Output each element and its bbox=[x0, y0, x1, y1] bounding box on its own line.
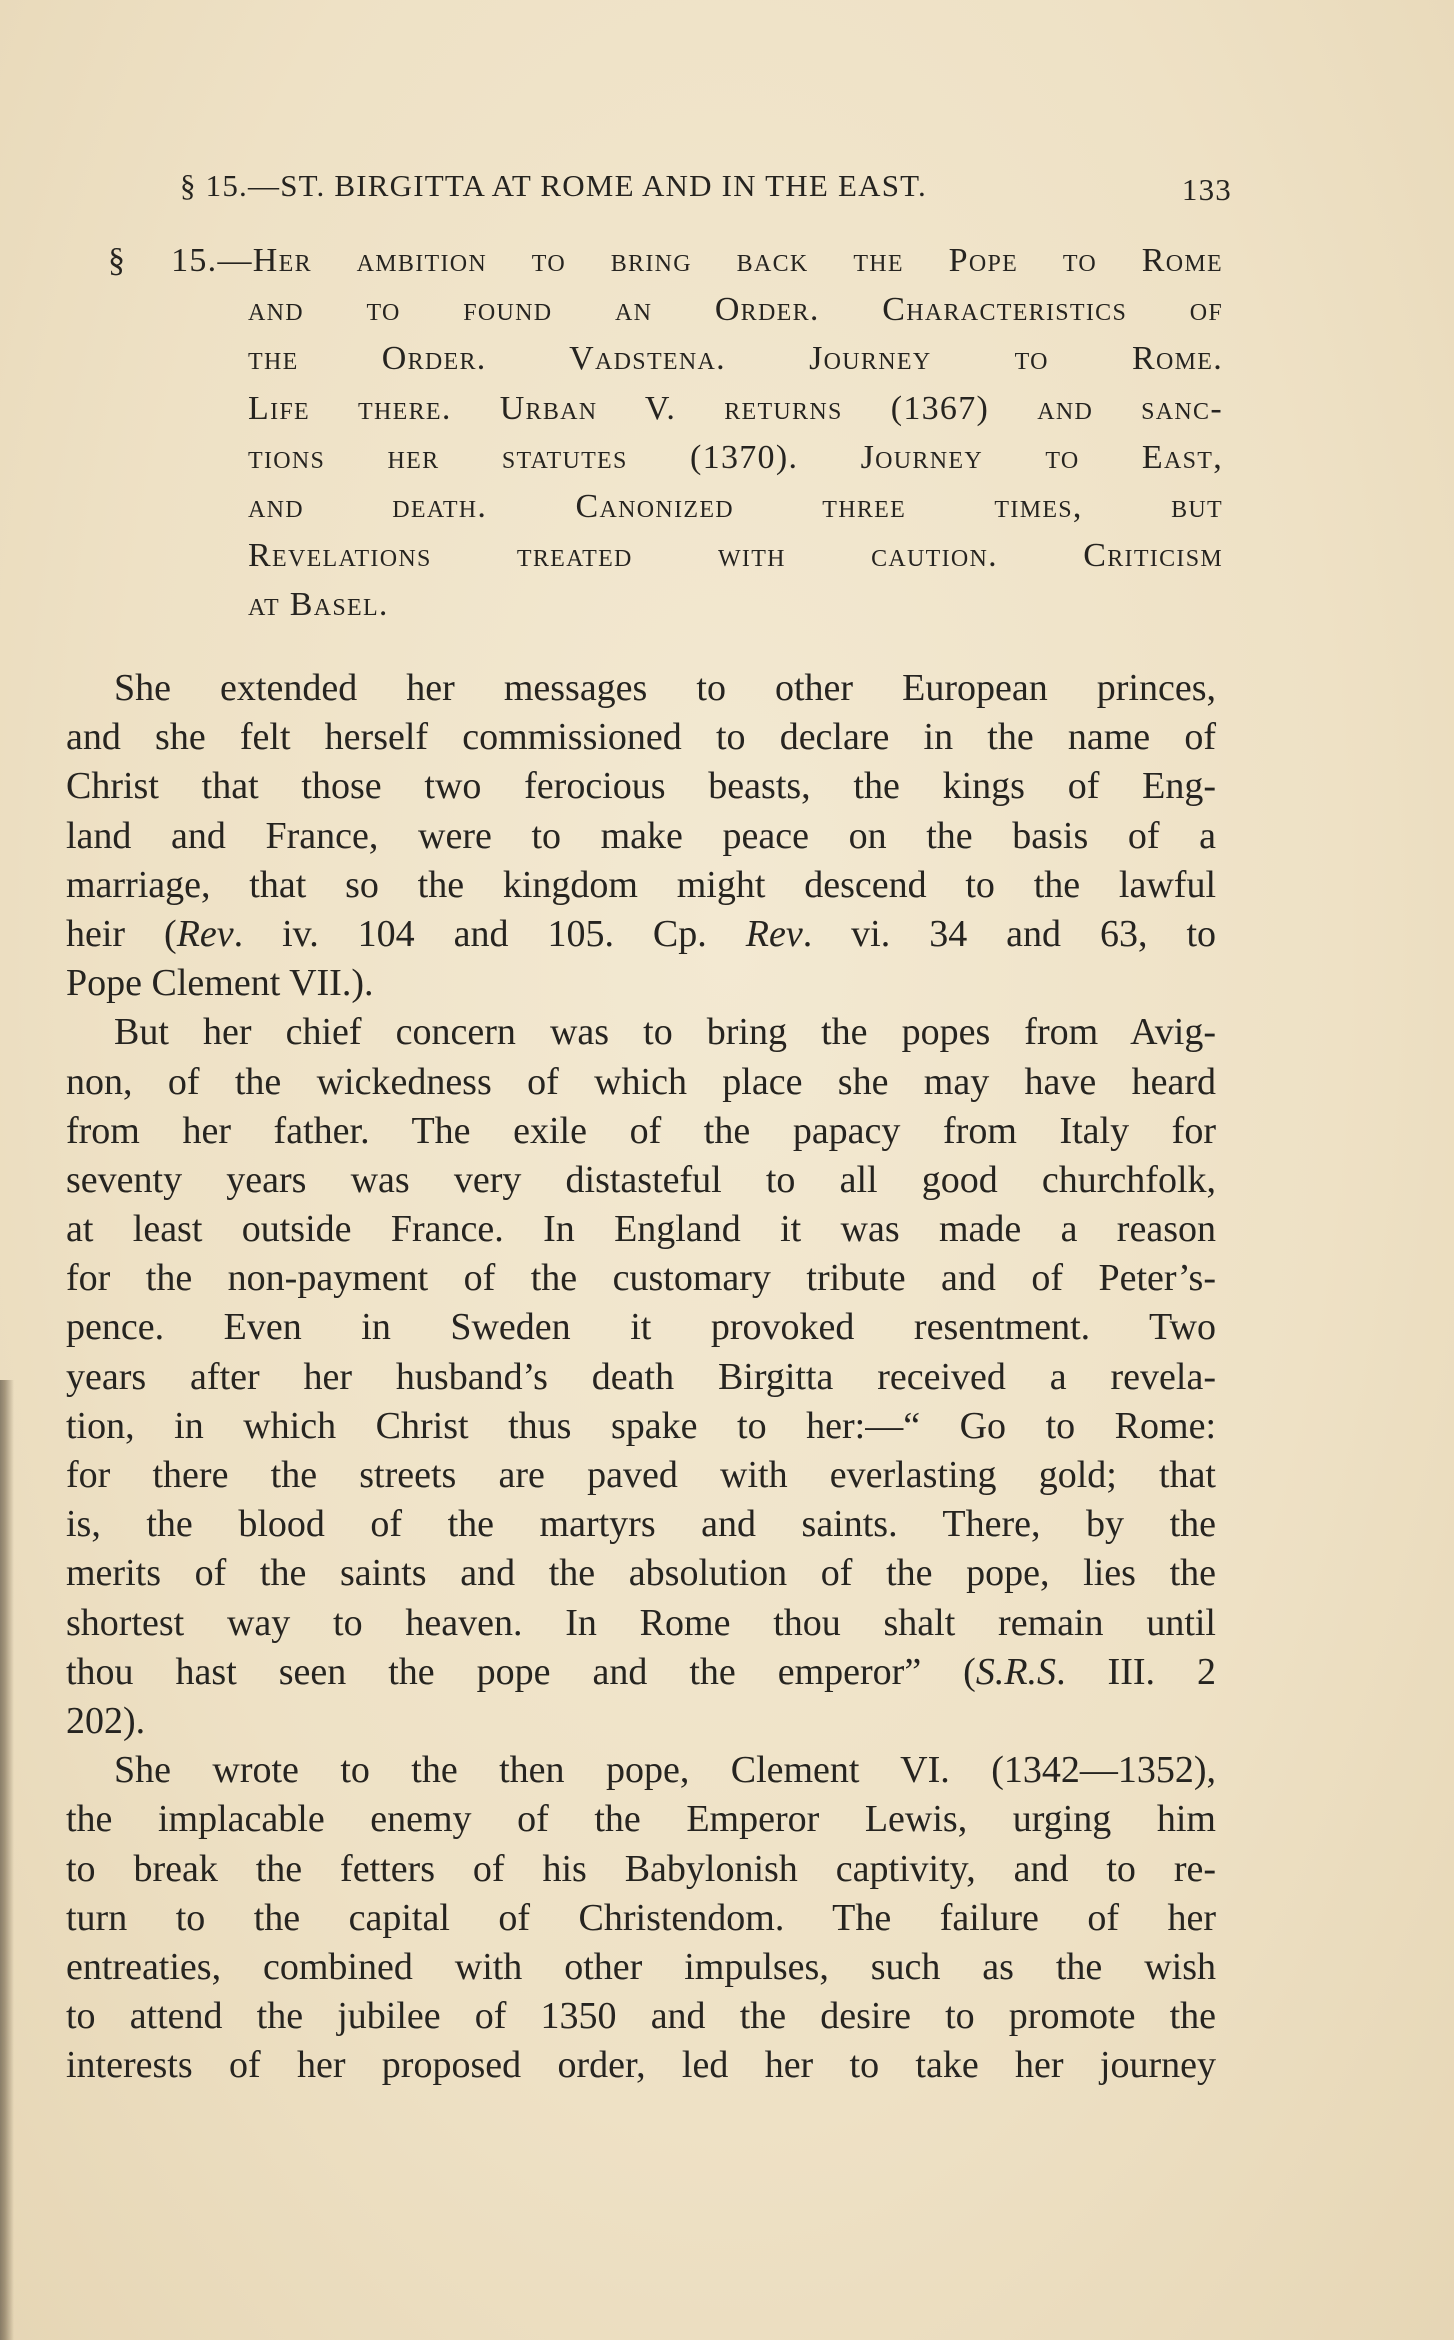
paragraph-line: seventy years was very distasteful to all good churchfolk, bbox=[66, 1158, 1216, 1201]
body-text bbox=[66, 664, 1216, 2090]
paragraph-line: for there the streets are paved with everlasting gold; that bbox=[66, 1454, 1216, 1496]
summary-line: and death. Canonized three times, but bbox=[248, 487, 1223, 525]
paragraph-line: She wrote to the then pope, Clement VI. (1342—1352), bbox=[114, 1749, 1216, 1792]
citation-italic: Rev bbox=[176, 912, 234, 955]
paragraph-line: But her chief concern was to bring the popes from Avig- bbox=[114, 1011, 1216, 1054]
paragraph-line: pence. Even in Sweden it provoked resentment. Two bbox=[66, 1306, 1216, 1349]
text-run: . vi. 34 and 63, to bbox=[802, 912, 1217, 955]
citation-italic: S.R.S bbox=[975, 1650, 1057, 1693]
paragraph-line: to attend the jubilee of 1350 and the desire to promote the bbox=[66, 1995, 1216, 2038]
summary-line: Revelations treated with caution. Criticism bbox=[248, 537, 1223, 575]
running-head-title: § 15.—ST. BIRGITTA AT ROME AND IN THE EAST. bbox=[180, 168, 927, 203]
paragraph-line: non, of the wickedness of which place she may have heard bbox=[66, 1060, 1216, 1103]
paragraph-line: Christ that those two ferocious beasts, the kings of Eng- bbox=[66, 765, 1216, 808]
text-run: heir ( bbox=[66, 912, 177, 955]
summary-line: § 15.—Her ambition to bring back the Pope to Rome bbox=[108, 242, 1223, 279]
text-run: . III. 2 bbox=[1056, 1650, 1216, 1693]
paragraph-line: to break the fetters of his Babylonish captivity, and to re- bbox=[66, 1847, 1216, 1890]
paragraph-line bbox=[66, 910, 1216, 959]
paragraph-line: She extended her messages to other European princes, bbox=[114, 667, 1216, 709]
summary-line: tions her statutes (1370). Journey to East, bbox=[248, 438, 1223, 476]
paragraph-line: tion, in which Christ thus spake to her:—“ Go to Rome: bbox=[66, 1404, 1216, 1447]
paragraph-line: the implacable enemy of the Emperor Lewis, urging him bbox=[66, 1798, 1216, 1841]
summary-line: the Order. Vadstena. Journey to Rome. bbox=[248, 340, 1223, 378]
paragraph-line: land and France, were to make peace on the basis of a bbox=[66, 814, 1216, 857]
paragraph-line bbox=[66, 1648, 1216, 1697]
paragraph-line: is, the blood of the martyrs and saints. There, by the bbox=[66, 1503, 1216, 1546]
paragraph-line: marriage, that so the kingdom might descend to the lawful bbox=[66, 863, 1216, 906]
text-run: . iv. 104 and 105. Cp. bbox=[233, 912, 746, 955]
spine-shadow bbox=[0, 1380, 14, 2340]
summary-line: Life there. Urban V. returns (1367) and sanc- bbox=[248, 389, 1223, 427]
summary-line: and to found an Order. Characteristics of bbox=[248, 291, 1223, 329]
running-head bbox=[180, 168, 1232, 212]
paragraph-line: at least outside France. In England it was made a reason bbox=[66, 1208, 1216, 1251]
paragraph-line: from her father. The exile of the papacy from Italy for bbox=[66, 1109, 1216, 1152]
summary-line: at Basel. bbox=[248, 586, 389, 624]
paragraph-line: merits of the saints and the absolution of the pope, lies the bbox=[66, 1552, 1216, 1595]
text-run: thou hast seen the pope and the emperor” ( bbox=[66, 1650, 976, 1693]
paragraph-line: Pope Clement VII.). bbox=[66, 962, 374, 1005]
paragraph-line: and she felt herself commissioned to declare in the name of bbox=[66, 716, 1216, 759]
paragraph-line: years after her husband’s death Birgitta received a revela- bbox=[66, 1355, 1216, 1398]
section-summary bbox=[108, 236, 1223, 630]
page-number: 133 bbox=[1181, 172, 1232, 207]
paragraph-line: turn to the capital of Christendom. The failure of her bbox=[66, 1896, 1216, 1939]
paragraph-line: interests of her proposed order, led her to take her journey bbox=[66, 2044, 1216, 2087]
citation-italic: Rev bbox=[745, 912, 803, 955]
paragraph-line: entreaties, combined with other impulses, such as the wish bbox=[66, 1945, 1216, 1988]
paragraph-line: for the non-payment of the customary tribute and of Peter’s- bbox=[66, 1257, 1216, 1300]
paragraph-line: 202). bbox=[66, 1699, 146, 1742]
paragraph-line: shortest way to heaven. In Rome thou shalt remain until bbox=[66, 1601, 1216, 1644]
